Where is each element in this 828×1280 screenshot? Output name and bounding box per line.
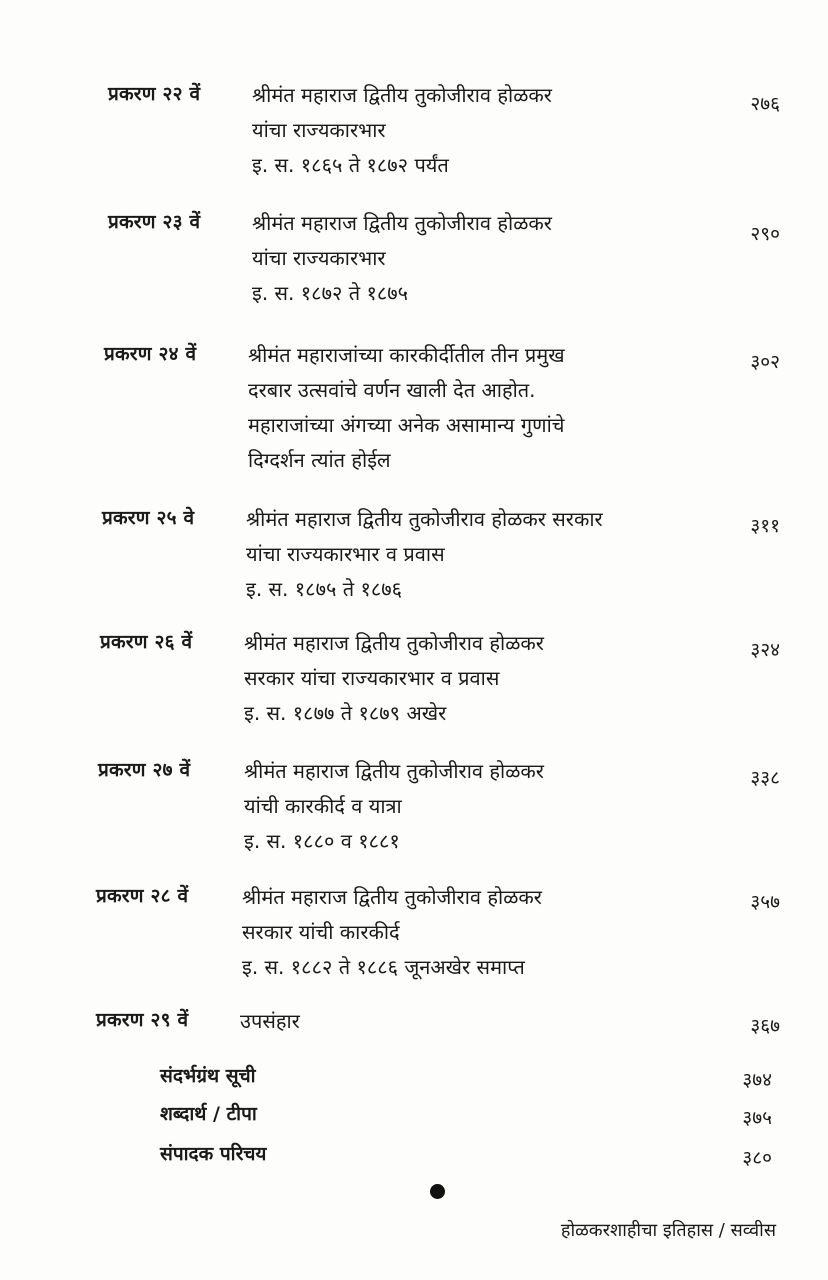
chapter-description-line: यांचा राज्यकारभार [252, 246, 386, 270]
chapter-description-line: उपसंहार [240, 1009, 300, 1033]
chapter-label: प्रकरण २७ वें [98, 759, 191, 781]
chapter-description-line: यांची कारकीर्द व यात्रा [244, 794, 402, 818]
chapter-label: प्रकरण २३ वें [108, 211, 201, 233]
page-number: ३७५ [742, 1107, 772, 1129]
toc-entry-editor-profile [0, 1140, 828, 1172]
chapter-description-line: इ. स. १८८२ ते १८८६ जूनअखेर समाप्त [242, 955, 525, 979]
bullet-ornament [430, 1184, 445, 1199]
page-number: २९० [750, 223, 780, 245]
chapter-label: प्रकरण २६ वें [100, 631, 193, 653]
back-matter-label: संपादक परिचय [160, 1143, 267, 1165]
chapter-description-line: इ. स. १८७७ ते १८७९ अखेर [244, 701, 447, 725]
chapter-description-line: श्रीमंत महाराजांच्या कारकीर्दीतील तीन प्रमुख [248, 343, 565, 367]
chapter-description-line: इ. स. १८६५ ते १८७२ पर्यंत [252, 153, 449, 177]
chapter-label: प्रकरण २८ वें [96, 885, 189, 907]
back-matter-label: शब्दार्थ / टीपा [160, 1103, 257, 1125]
chapter-description-line: श्रीमंत महाराज द्वितीय तुकोजीराव होळकर सरकार [246, 507, 603, 531]
back-matter-label: संदर्भग्रंथ सूची [160, 1065, 256, 1087]
toc-entry-glossary [0, 1100, 828, 1132]
chapter-description-line: श्रीमंत महाराज द्वितीय तुकोजीराव होळकर [252, 83, 552, 107]
chapter-label: प्रकरण २४ वें [104, 343, 197, 365]
chapter-description-line: सरकार यांचा राज्यकारभार व प्रवास [244, 666, 500, 690]
chapter-description-line: यांचा राज्यकारभार [252, 118, 386, 142]
page-number: ३३८ [750, 767, 780, 789]
page-number: ३८० [742, 1147, 772, 1169]
chapter-description [252, 78, 552, 183]
chapter-description [240, 1004, 300, 1039]
chapter-description [248, 338, 565, 478]
chapter-description-line: दरबार उत्सवांचे वर्णन खाली देत आहोत. [248, 378, 536, 402]
page-number: ३५७ [750, 891, 780, 913]
toc-entry-bibliography [0, 1062, 828, 1094]
page-number: ३०२ [750, 351, 780, 373]
chapter-label: प्रकरण २२ वें [108, 83, 201, 105]
chapter-description-line: महाराजांच्या अंगच्या अनेक असामान्य गुणांचे [248, 413, 565, 437]
chapter-description-line: इ. स. १८८० व १८८१ [244, 829, 400, 853]
chapter-description [244, 626, 544, 731]
chapter-description-line: श्रीमंत महाराज द्वितीय तुकोजीराव होळकर [244, 759, 544, 783]
page-number: ३७४ [742, 1069, 772, 1091]
chapter-description-line: यांचा राज्यकारभार व प्रवास [246, 542, 445, 566]
chapter-description [242, 880, 542, 985]
chapter-description-line: इ. स. १८७५ ते १८७६ [246, 577, 403, 601]
chapter-description-line: श्रीमंत महाराज द्वितीय तुकोजीराव होळकर [244, 631, 544, 655]
chapter-description [246, 502, 603, 607]
chapter-description-line: दिग्दर्शन त्यांत होईल [248, 448, 391, 472]
chapter-description-line: सरकार यांची कारकीर्द [242, 920, 400, 944]
chapter-description-line: इ. स. १८७२ ते १८७५ [252, 281, 409, 305]
running-footer: होळकरशाहीचा इतिहास / सव्वीस [560, 1220, 776, 1241]
chapter-description-line: श्रीमंत महाराज द्वितीय तुकोजीराव होळकर [242, 885, 542, 909]
page-number: ३६७ [750, 1015, 780, 1037]
page-number: ३२४ [750, 639, 780, 661]
chapter-label: प्रकरण २५ वे [102, 507, 195, 529]
chapter-label: प्रकरण २९ वें [96, 1009, 189, 1031]
page-number: ३११ [750, 515, 780, 537]
chapter-description [252, 206, 552, 311]
chapter-description-line: श्रीमंत महाराज द्वितीय तुकोजीराव होळकर [252, 211, 552, 235]
chapter-description [244, 754, 544, 859]
page-number: २७६ [750, 93, 780, 115]
